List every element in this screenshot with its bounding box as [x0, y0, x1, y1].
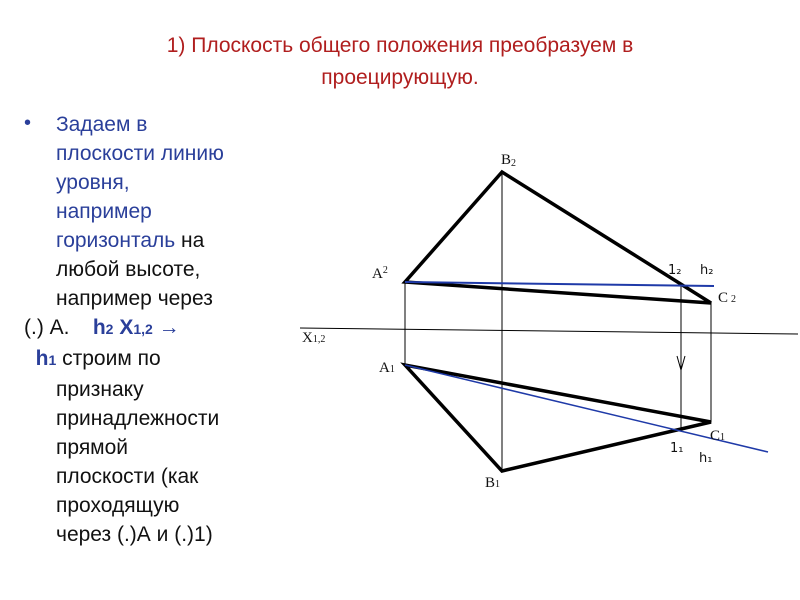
- bullet-line-8-arrow: →: [158, 316, 180, 339]
- axis-x12: [300, 328, 798, 334]
- label-h2: h₂: [700, 263, 714, 278]
- bullet-line-10: признаку: [56, 378, 144, 401]
- label-point-1-2: 1₂: [668, 263, 682, 278]
- bullet-line-13: плоскости (как: [56, 465, 199, 488]
- bullet-marker: •: [24, 112, 32, 134]
- bullet-line-11: принадлежности: [56, 407, 220, 430]
- title-line-1: 1) Плоскость общего положения преобразуем в: [166, 34, 634, 57]
- bullet-line-6: любой высоте,: [56, 258, 201, 281]
- label-c2: C 2: [718, 290, 737, 306]
- bullet-line-14: проходящую: [56, 494, 180, 517]
- bullet-line-8-x-sub: 1,2: [133, 321, 153, 337]
- label-point-1-1: 1₁: [670, 441, 684, 456]
- label-a1: A1: [379, 360, 395, 376]
- label-b2: B2: [501, 152, 517, 169]
- bullet-line-8-a: (.) А.: [24, 316, 70, 339]
- bullet-line-1: Задаем в: [56, 113, 148, 136]
- bullet-line-2: плоскости линию: [56, 142, 224, 165]
- bullet-line-8-h: h: [92, 316, 106, 339]
- bullet-line-9-h-sub: 1: [48, 352, 57, 368]
- label-h1: h₁: [699, 451, 713, 466]
- label-a2: $A^2$: [372, 265, 388, 282]
- bullet-line-8-h-sub: 2: [105, 321, 114, 337]
- bullet-line-9-h: h: [35, 347, 49, 370]
- bullet-line-12: прямой: [56, 436, 129, 459]
- label-x12: X1,2: [302, 330, 326, 346]
- bullet-line-5-black: на: [175, 229, 205, 252]
- bullet-line-5-blue: горизонталь: [56, 229, 176, 252]
- bullet-line-4: например: [56, 200, 152, 223]
- bullet-line-3: уровня,: [56, 171, 130, 194]
- label-c1: C1: [710, 428, 726, 444]
- bullet-line-7: например через: [56, 287, 213, 310]
- label-b1: B1: [485, 475, 501, 491]
- bullet-line-9-rest: строим по: [56, 347, 161, 370]
- bullet-line-15: через (.)А и (.)1): [56, 523, 213, 546]
- bullet-line-8-x: X: [119, 316, 134, 339]
- title-line-2: проецирующую.: [321, 66, 479, 89]
- triangle-horizontal: [405, 365, 711, 471]
